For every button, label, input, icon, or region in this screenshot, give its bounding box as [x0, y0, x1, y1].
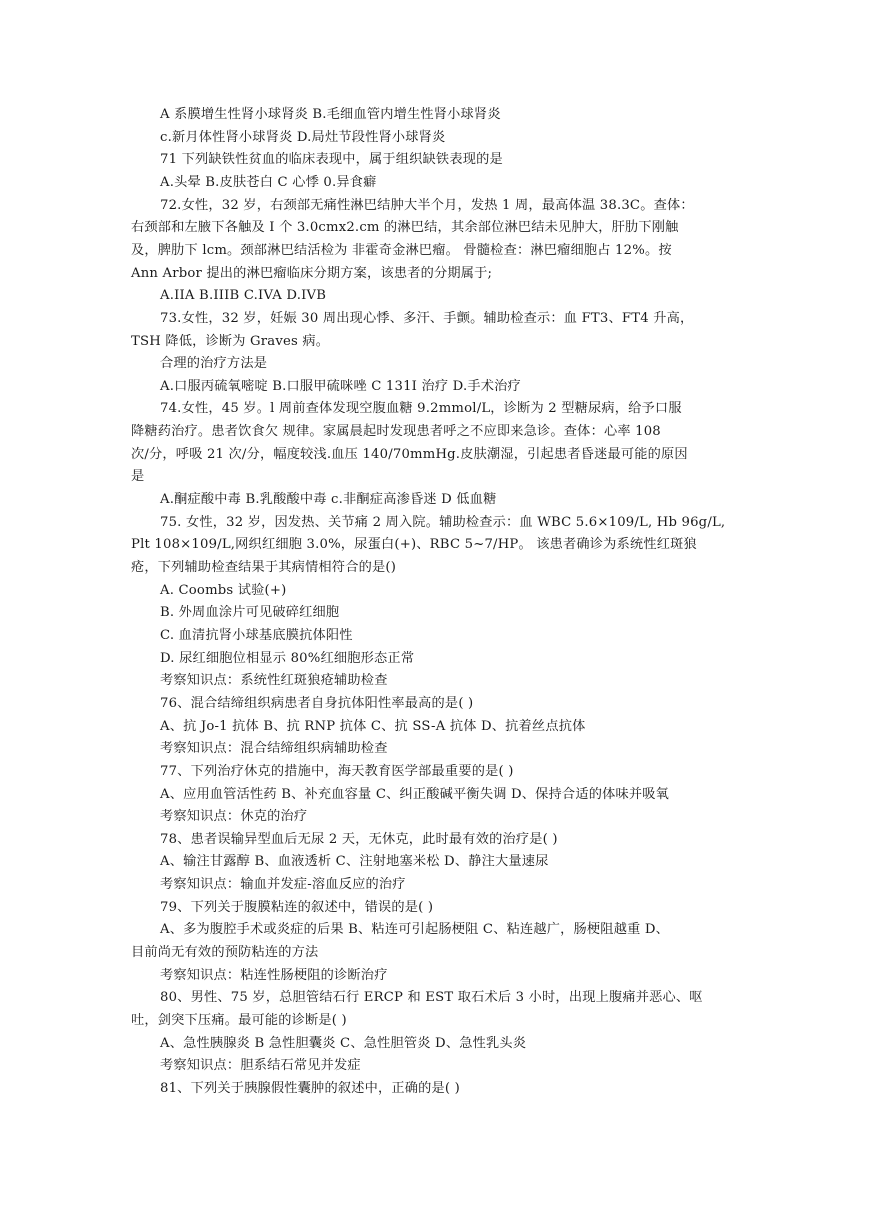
text-line: A.头晕 B.皮肤苍白 C 心悸 0.异食癖 [160, 174, 377, 190]
text-line: 考察知识点：休克的治疗 [160, 809, 308, 825]
text-line: 75. 女性，32 岁，因发热、关节痛 2 周入院。辅助检查示：血 WBC 5.6×109/L, Hb 96g/L, [160, 514, 726, 530]
text-line: A 系膜增生性肾小球肾炎 B.毛细血管内增生性肾小球肾炎 [160, 107, 501, 122]
text-line: 72.女性，32 岁，右颈部无痛性淋巴结肿大半个月，发热 1 周，最高体温 38.3C。查体： [160, 197, 694, 213]
text-line: Ann Arbor 提出的淋巴瘤临床分期方案，该患者的分期属于; [131, 265, 493, 281]
text-line: 疮，下列辅助检查结果于其病情相符合的是() [131, 560, 397, 575]
text-line: 71 下列缺铁性贫血的临床表现中，属于组织缺铁表现的是 [160, 152, 503, 168]
text-line: 及，脾肋下 lcm。颈部淋巴结活检为 非霍奇金淋巴瘤。 骨髓检查：淋巴瘤细胞占 12%。按 [131, 242, 672, 258]
text-line: 81、下列关于胰腺假性囊肿的叙述中，正确的是( ) [160, 1080, 461, 1096]
text-line: A.IIA B.IIIB C.IVA D.IVB [160, 288, 327, 304]
text-line: B. 外周血涂片可见破碎红细胞 [160, 605, 340, 621]
text-line: A.酮症酸中毒 B.乳酸酸中毒 c.非酮症高渗昏迷 D 低血糖 [160, 492, 497, 508]
text-line: C. 血清抗肾小球基底膜抗体阳性 [160, 627, 353, 643]
text-line: A、多为腹腔手术或炎症的后果 B、粘连可引起肠梗阻 C、粘连越广，肠梗阻越重 D、 [160, 922, 670, 938]
text-line: 目前尚无有效的预防粘连的方法 [131, 945, 319, 961]
text-line: 74.女性，45 岁。l 周前查体发现空腹血糖 9.2mmol/L，诊断为 2 型糖尿病，给予口服 [160, 401, 682, 417]
text-line: 考察知识点：混合结缔组织病辅助检查 [160, 741, 388, 757]
text-line: 合理的治疗方法是 [160, 356, 268, 372]
text-line: A、抗 Jo-1 抗体 B、抗 RNP 抗体 C、抗 SS-A 抗体 D、抗着丝点抗体 [160, 718, 586, 734]
text-line: 降糖药治疗。患者饮食欠 规律。家属晨起时发现患者呼之不应即来急诊。查体：心率 108 [131, 424, 661, 440]
text-line: 右颈部和左腋下各触及 I 个 3.0cmx2.cm 的淋巴结，其余部位淋巴结未见肿大，肝肋下刚触 [131, 220, 679, 236]
text-line: 78、患者误输异型血后无尿 2 天，无休克，此时最有效的治疗是( ) [160, 831, 558, 847]
text-line: 79、下列关于腹膜粘连的叙述中，错误的是( ) [160, 899, 434, 915]
text-line: 吐，剑突下压痛。最可能的诊断是( ) [131, 1013, 347, 1028]
text-line: 考察知识点：胆系结石常见并发症 [160, 1058, 361, 1074]
text-line: 80、男性、75 岁，总胆管结石行 ERCP 和 EST 取石术后 3 小时，出现上腹痛并恶心、呕 [160, 990, 703, 1006]
text-line: A.口服丙硫氧嘧啶 B.口服甲硫咪唑 C 131I 治疗 D.手术治疗 [160, 378, 521, 394]
text-line: c.新月体性肾小球肾炎 D.局灶节段性肾小球肾炎 [160, 129, 446, 145]
text-line: D. 尿红细胞位相显示 80%红细胞形态正常 [160, 650, 415, 666]
text-line: A. Coombs 试验(+) [160, 582, 287, 598]
text-line: 是 [131, 469, 145, 485]
text-line: A、输注甘露醇 B、血液透析 C、注射地塞米松 D、静注大量速尿 [160, 854, 549, 870]
text-line: A、急性胰腺炎 B 急性胆囊炎 C、急性胆管炎 D、急性乳头炎 [160, 1035, 527, 1051]
text-line: 73.女性，32 岁，妊娠 30 周出现心悸、多汗、手颤。辅助检查示：血 FT3、FT4 升高， [160, 310, 694, 326]
text-line: 考察知识点：粘连性肠梗阻的诊断治疗 [160, 967, 388, 983]
text-line: 76、混合结缔组织病患者自身抗体阳性率最高的是( ) [160, 695, 474, 711]
text-line: Plt 108×109/L,网织红细胞 3.0%，尿蛋白(+)、RBC 5~7/HP。 该患者确诊为系统性红斑狼 [131, 537, 697, 553]
text-line: TSH 降低，诊断为 Graves 病。 [131, 333, 330, 349]
text-line: 考察知识点：输血并发症-溶血反应的治疗 [160, 877, 406, 893]
text-line: 次/分，呼吸 21 次/分，幅度较浅.血压 140/70mmHg.皮肤潮湿，引起患者昏迷最可能的原因 [131, 446, 688, 462]
text-line: A、应用血管活性药 B、补充血容量 C、纠正酸碱平衡失调 D、保持合适的体味并吸氧 [160, 786, 670, 802]
text-line: 考察知识点：系统性红斑狼疮辅助检查 [160, 673, 388, 689]
text-line: 77、下列治疗休克的措施中，海天教育医学部最重要的是( ) [160, 763, 514, 779]
